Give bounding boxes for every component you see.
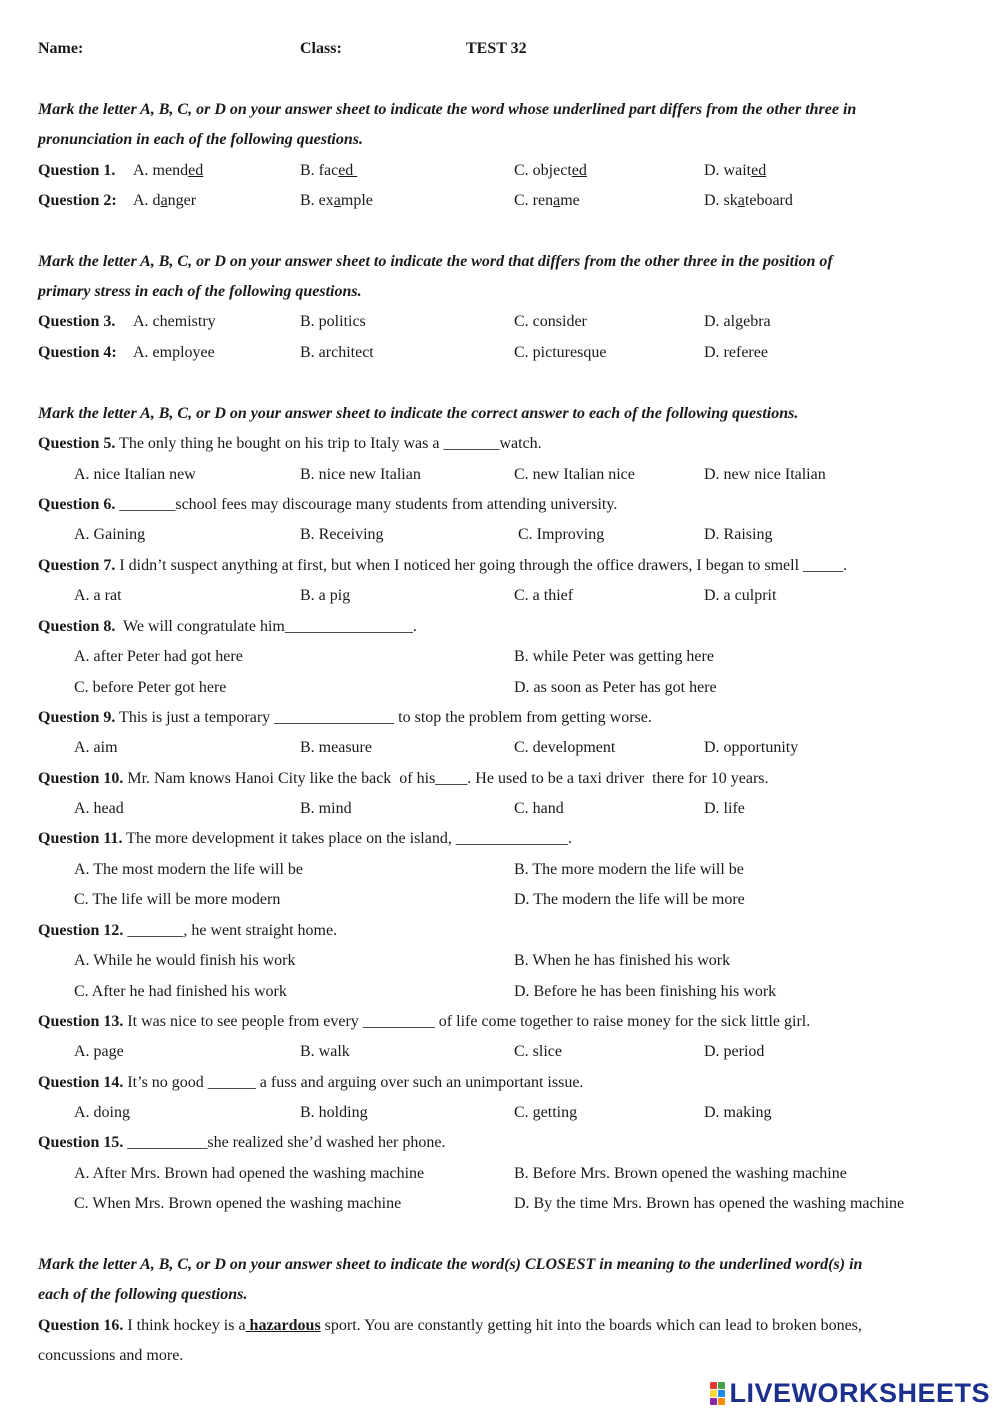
- question-13-option-c[interactable]: C. slice: [514, 1043, 562, 1060]
- underlined-part: ed: [338, 162, 358, 179]
- question-7-option-a[interactable]: A. a rat: [74, 587, 122, 604]
- underlined-part: a: [160, 192, 168, 209]
- question-7-option-c[interactable]: C. a thief: [514, 587, 574, 604]
- question-8-option-b[interactable]: B. while Peter was getting here: [514, 648, 714, 665]
- question-16-text-line2: concussions and more.: [38, 1347, 184, 1364]
- question-9-option-d[interactable]: D. opportunity: [704, 739, 799, 756]
- question-5-option-a[interactable]: A. nice Italian new: [74, 466, 196, 483]
- logo-text: LIVEWORKSHEETS: [729, 1377, 990, 1408]
- question-14-option-c[interactable]: C. getting: [514, 1104, 578, 1121]
- question-2-option-a[interactable]: [133, 191, 196, 211]
- question-1-option-c[interactable]: [514, 161, 587, 181]
- question-15-text: __________she realized she’d washed her phone.: [123, 1134, 446, 1151]
- question-8-text: We will congratulate him________________.: [115, 618, 417, 635]
- question-16-underlined-word: hazardous: [245, 1317, 321, 1334]
- underlined-part: a: [553, 192, 561, 209]
- question-11-option-b[interactable]: B. The more modern the life will be: [514, 861, 744, 878]
- question-10-option-b[interactable]: B. mind: [300, 800, 352, 817]
- underlined-part: ed: [571, 162, 587, 179]
- question-8-option-d[interactable]: D. as soon as Peter has got here: [514, 679, 717, 696]
- option-text: A. d: [133, 192, 161, 209]
- test-title: TEST 32: [466, 40, 527, 57]
- question-4-label: Question 4:: [38, 344, 117, 361]
- question-6-option-b[interactable]: B. Receiving: [300, 526, 384, 543]
- question-13-stem: [38, 1012, 810, 1032]
- section1-instruction-line2: pronunciation in each of the following questions.: [38, 131, 363, 148]
- question-6-stem: [38, 495, 617, 515]
- question-13-text: It was nice to see people from every _________ of life come together to raise money for the sick little girl.: [123, 1013, 811, 1030]
- question-12-option-a[interactable]: A. While he would finish his work: [74, 952, 296, 969]
- question-10-option-c[interactable]: C. hand: [514, 800, 564, 817]
- question-6-option-c[interactable]: C. Improving: [518, 526, 605, 543]
- question-12-option-d[interactable]: D. Before he has been finishing his work: [514, 983, 777, 1000]
- section4-instruction-line1: Mark the letter A, B, C, or D on your answer sheet to indicate the word(s) CLOSEST in meaning to the underlined word(s) in: [38, 1256, 863, 1273]
- question-2-label: Question 2:: [38, 192, 117, 209]
- question-15-option-b[interactable]: B. Before Mrs. Brown opened the washing machine: [514, 1165, 847, 1182]
- question-15-option-a[interactable]: A. After Mrs. Brown had opened the washing machine: [74, 1165, 425, 1182]
- liveworksheets-logo: [710, 1378, 990, 1408]
- question-8-stem: [38, 617, 417, 637]
- question-1-option-a[interactable]: [133, 161, 203, 181]
- question-1-option-d[interactable]: [704, 161, 766, 181]
- question-11-text: The more development it takes place on the island, ______________.: [122, 830, 572, 847]
- question-1-label: Question 1.: [38, 162, 116, 179]
- question-3-option-b[interactable]: B. politics: [300, 313, 366, 330]
- question-5-option-c[interactable]: C. new Italian nice: [514, 466, 635, 483]
- question-4-option-a[interactable]: A. employee: [133, 344, 215, 361]
- question-14-text: It’s no good ______ a fuss and arguing over such an unimportant issue.: [123, 1074, 584, 1091]
- question-10-option-d[interactable]: D. life: [704, 800, 745, 817]
- option-text: C. object: [514, 162, 572, 179]
- question-3-option-d[interactable]: D. algebra: [704, 313, 771, 330]
- section1-instruction-line1: Mark the letter A, B, C, or D on your answer sheet to indicate the word whose underlined part differs from the other three in: [38, 101, 857, 118]
- question-5-stem: [38, 434, 542, 454]
- underlined-part: ed: [188, 162, 204, 179]
- section4-instruction-line2: each of the following questions.: [38, 1286, 248, 1303]
- section2-instruction-line2: primary stress in each of the following questions.: [38, 283, 362, 300]
- underlined-part: a: [333, 192, 341, 209]
- question-12-option-b[interactable]: B. When he has finished his work: [514, 952, 731, 969]
- question-13-label: Question 13.: [38, 1013, 124, 1030]
- question-2-option-d[interactable]: [704, 191, 793, 211]
- question-15-option-d[interactable]: D. By the time Mrs. Brown has opened the washing machine: [514, 1195, 905, 1212]
- question-8-label: Question 8.: [38, 618, 116, 635]
- option-text: A. mend: [133, 162, 189, 179]
- option-text: me: [560, 192, 580, 209]
- question-14-option-d[interactable]: D. making: [704, 1104, 772, 1121]
- question-9-option-c[interactable]: C. development: [514, 739, 616, 756]
- question-10-label: Question 10.: [38, 770, 124, 787]
- question-5-option-d[interactable]: D. new nice Italian: [704, 466, 826, 483]
- question-11-option-c[interactable]: C. The life will be more modern: [74, 891, 281, 908]
- underlined-part: ed: [751, 162, 767, 179]
- question-4-option-c[interactable]: C. picturesque: [514, 344, 607, 361]
- question-7-option-d[interactable]: D. a culprit: [704, 587, 777, 604]
- question-15-stem: [38, 1133, 445, 1153]
- question-14-stem: [38, 1073, 583, 1093]
- question-11-stem: [38, 829, 572, 849]
- question-11-option-d[interactable]: D. The modern the life will be more: [514, 891, 745, 908]
- question-14-option-a[interactable]: A. doing: [74, 1104, 130, 1121]
- option-text: teboard: [744, 192, 793, 209]
- question-12-text: _______, he went straight home.: [123, 922, 338, 939]
- question-11-label: Question 11.: [38, 830, 123, 847]
- section2-instruction-line1: Mark the letter A, B, C, or D on your answer sheet to indicate the word that differs from the other three in the position of: [38, 253, 833, 270]
- question-7-text: I didn’t suspect anything at first, but when I noticed her going through the office drawers, I began to smell _____.: [115, 557, 848, 574]
- question-5-text: The only thing he bought on his trip to Italy was a _______watch.: [115, 435, 542, 452]
- option-text: D. sk: [704, 192, 738, 209]
- question-12-stem: [38, 921, 337, 941]
- question-8-option-a[interactable]: A. after Peter had got here: [74, 648, 243, 665]
- question-12-label: Question 12.: [38, 922, 124, 939]
- liveworksheets-logo-icon: [710, 1382, 725, 1405]
- question-14-option-b[interactable]: B. holding: [300, 1104, 368, 1121]
- question-4-option-b[interactable]: B. architect: [300, 344, 374, 361]
- question-9-stem: [38, 708, 652, 728]
- question-10-option-a[interactable]: A. head: [74, 800, 124, 817]
- question-3-option-c[interactable]: C. consider: [514, 313, 587, 330]
- question-13-option-d[interactable]: D. period: [704, 1043, 765, 1060]
- question-10-text: Mr. Nam knows Hanoi City like the back of his____. He used to be a taxi driver there for 10 years.: [123, 770, 769, 787]
- question-6-label: Question 6.: [38, 496, 116, 513]
- question-13-option-a[interactable]: A. page: [74, 1043, 124, 1060]
- question-12-option-c[interactable]: C. After he had finished his work: [74, 983, 287, 1000]
- question-2-option-c[interactable]: [514, 191, 580, 211]
- question-7-option-b[interactable]: B. a pig: [300, 587, 351, 604]
- question-16-stem: [38, 1316, 862, 1336]
- question-2-option-b[interactable]: [300, 191, 373, 211]
- question-15-option-c[interactable]: C. When Mrs. Brown opened the washing machine: [74, 1195, 402, 1212]
- question-1-option-b[interactable]: [300, 161, 357, 181]
- question-6-option-d[interactable]: D. Raising: [704, 526, 773, 543]
- question-5-label: Question 5.: [38, 435, 116, 452]
- question-9-label: Question 9.: [38, 709, 116, 726]
- option-text: C. ren: [514, 192, 554, 209]
- question-3-option-a[interactable]: A. chemistry: [133, 313, 216, 330]
- question-6-option-a[interactable]: A. Gaining: [74, 526, 146, 543]
- section3-instruction: Mark the letter A, B, C, or D on your answer sheet to indicate the correct answer to each of the following questions.: [38, 405, 799, 422]
- question-10-stem: [38, 769, 769, 789]
- question-4-option-d[interactable]: D. referee: [704, 344, 768, 361]
- question-16-text: I think hockey is a: [123, 1317, 246, 1334]
- name-label: Name:: [38, 40, 84, 57]
- option-text: nger: [167, 192, 197, 209]
- question-9-text: This is just a temporary _______________ to stop the problem from getting worse.: [115, 709, 652, 726]
- question-14-label: Question 14.: [38, 1074, 124, 1091]
- question-11-option-a[interactable]: A. The most modern the life will be: [74, 861, 303, 878]
- question-16-text-cont: sport. You are constantly getting hit into the boards which can lead to broken bones,: [320, 1317, 862, 1334]
- option-text: B. fac: [300, 162, 339, 179]
- class-label: Class:: [300, 40, 342, 57]
- question-8-option-c[interactable]: C. before Peter got here: [74, 679, 227, 696]
- question-13-option-b[interactable]: B. walk: [300, 1043, 350, 1060]
- question-7-stem: [38, 556, 847, 576]
- question-6-text: _______school fees may discourage many students from attending university.: [115, 496, 618, 513]
- option-text: D. wait: [704, 162, 752, 179]
- underlined-part: a: [737, 192, 745, 209]
- question-9-option-a[interactable]: A. aim: [74, 739, 118, 756]
- question-7-label: Question 7.: [38, 557, 116, 574]
- question-3-label: Question 3.: [38, 313, 116, 330]
- question-5-option-b[interactable]: B. nice new Italian: [300, 466, 421, 483]
- question-16-label: Question 16.: [38, 1317, 124, 1334]
- option-text: B. ex: [300, 192, 334, 209]
- option-text: mple: [340, 192, 373, 209]
- question-15-label: Question 15.: [38, 1134, 124, 1151]
- question-9-option-b[interactable]: B. measure: [300, 739, 372, 756]
